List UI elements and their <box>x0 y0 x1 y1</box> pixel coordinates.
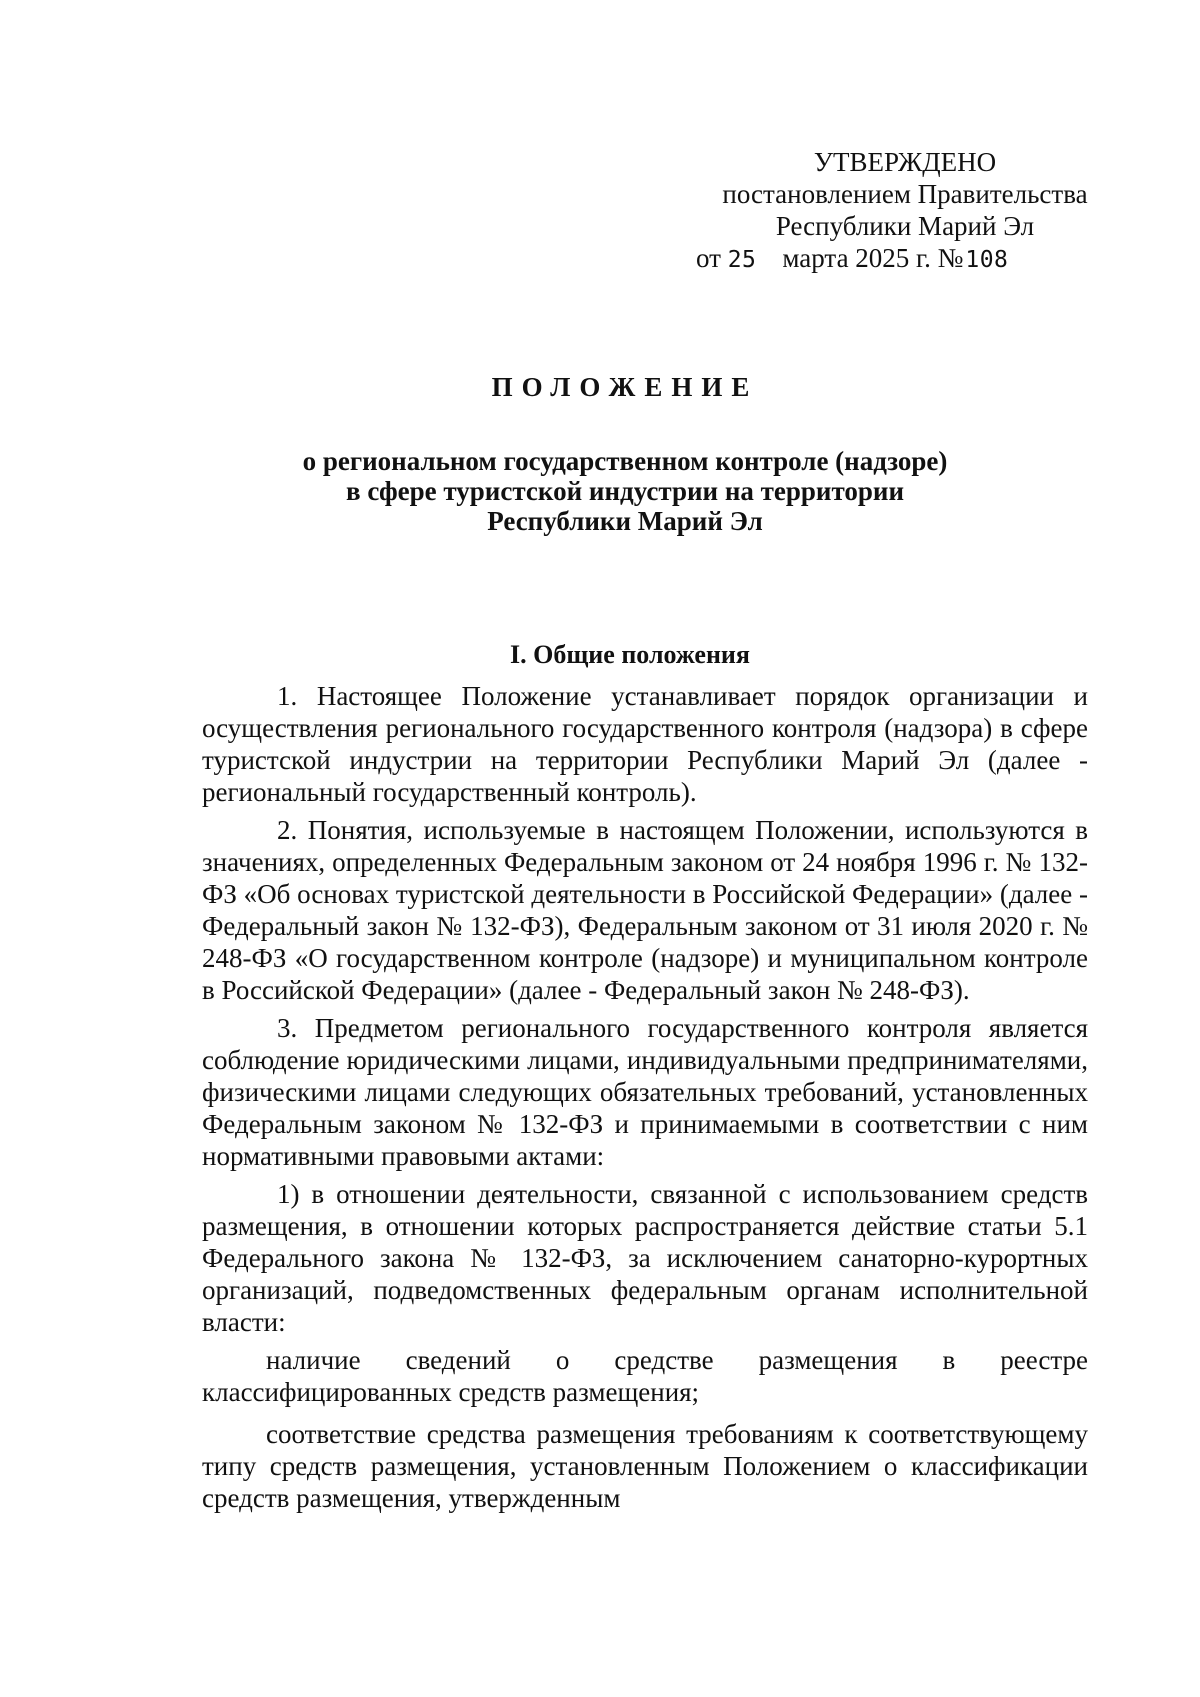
approval-line-2: Республики Марий Эл <box>775 211 1035 241</box>
subtitle-line-2: в сфере туристской индустрии на территории <box>346 476 904 506</box>
paragraph-requirement-1: наличие сведений о средстве размещения в реестре классифицированных средств размещения; <box>202 1345 1088 1407</box>
approval-date-prefix: от <box>696 243 721 273</box>
paragraph-3-item-1: 1) в отношении деятельности, связанной с использованием средств размещения, в отношении которых распространяется действие статьи 5.1 Федерального закона № 132-ФЗ, за исключением санаторно-курортных организаций, подведомственных федеральным органам исполнительной власти: <box>202 1179 1088 1337</box>
approval-day: 25 <box>727 247 757 273</box>
paragraph-1: 1. Настоящее Положение устанавливает порядок организации и осуществления регионального государственного контроля (надзора) в сфере туристской индустрии на территории Республики Марий Эл (далее - региональный государственный контроль). <box>202 681 1088 807</box>
approval-date-rest: марта 2025 г. № <box>782 243 964 273</box>
document-title: ПОЛОЖЕНИЕ <box>491 372 759 402</box>
paragraph-2: 2. Понятия, используемые в настоящем Положении, используются в значениях, определенных Федеральным законом от 24 ноября 1996 г. № 132-ФЗ «Об основах туристской деятельности в Российской Федерации» (далее - Федеральный закон № 132-ФЗ), Федеральным законом от 31 июля 2020 г. № 248-ФЗ «О государственном контроле (надзоре) и муниципальном контроле в Российской Федерации» (далее - Федеральный закон № 248-ФЗ). <box>202 815 1088 1005</box>
approval-number: 108 <box>965 247 1009 273</box>
approval-status: УТВЕРЖДЕНО <box>813 147 997 177</box>
approval-stamp-block <box>690 146 1120 276</box>
document-body <box>202 680 1088 1520</box>
subtitle-line-1: о региональном государственном контроле (надзоре) <box>302 446 948 476</box>
approval-line-1: постановлением Правительства <box>722 179 1088 209</box>
paragraph-3: 3. Предметом регионального государственного контроля является соблюдение юридическими лицами, индивидуальными предпринимателями, физическими лицами следующих обязательных требований, установленных Федеральным законом № 132-ФЗ и принимаемыми в соответствии с ним нормативными правовыми актами: <box>202 1013 1088 1171</box>
subtitle-line-3: Республики Марий Эл <box>487 506 763 536</box>
paragraph-requirement-2: соответствие средства размещения требованиям к соответствующему типу средств размещения, установленным Положением о классификации средств размещения, утвержденным <box>202 1419 1088 1513</box>
section-title: I. Общие положения <box>510 640 750 669</box>
document-subtitle <box>0 446 1200 536</box>
approval-date-line <box>690 242 1120 276</box>
